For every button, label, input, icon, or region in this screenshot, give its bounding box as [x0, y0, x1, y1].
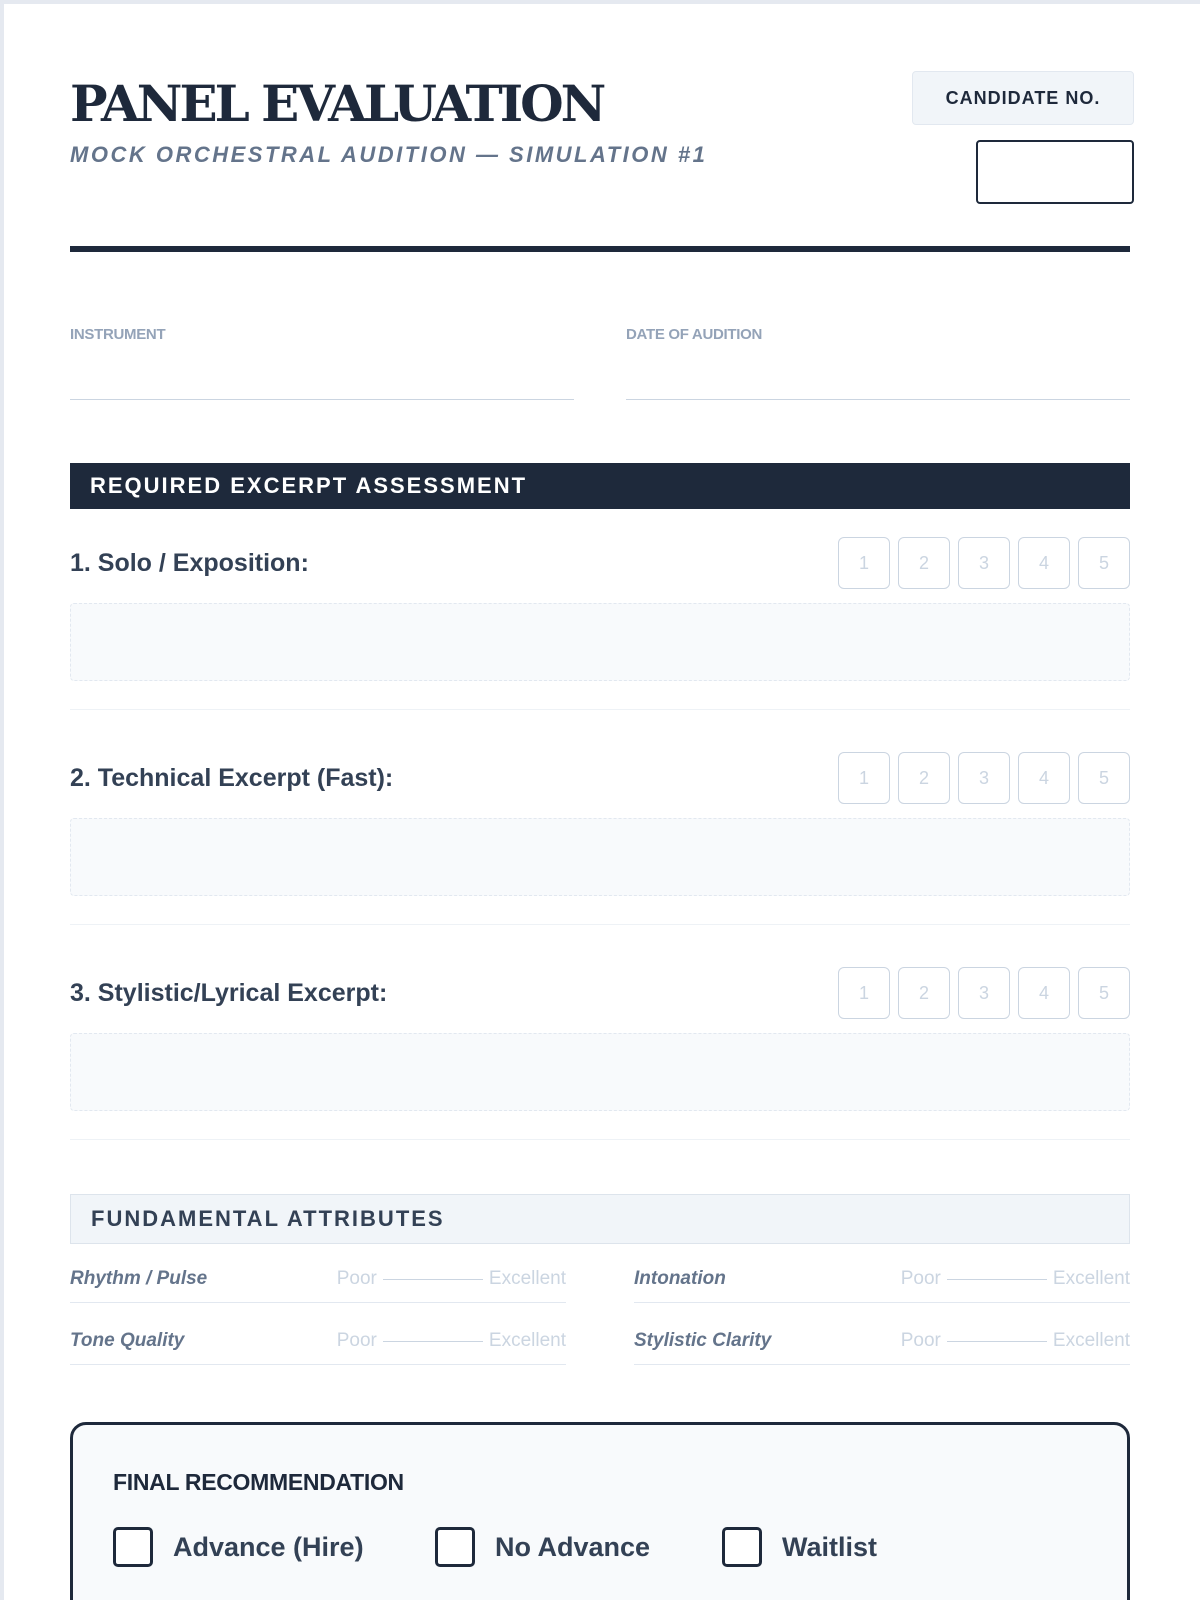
advance-checkbox[interactable]	[113, 1527, 153, 1567]
attribute-row[interactable]	[634, 1260, 1130, 1303]
attribute-scale[interactable]	[337, 1330, 566, 1352]
divider	[70, 709, 1130, 710]
score-box[interactable]: 2	[898, 967, 950, 1019]
candidate-number-label: CANDIDATE NO.	[912, 71, 1134, 125]
scale-low-label: Poor	[900, 1268, 941, 1289]
excerpt-notes-input[interactable]	[70, 1033, 1130, 1111]
instrument-input-line[interactable]	[70, 399, 574, 400]
date-input-line[interactable]	[626, 399, 1130, 400]
date-label: DATE OF AUDITION	[626, 326, 763, 343]
no-advance-option[interactable]	[435, 1527, 650, 1567]
scale-high-label: Excellent	[488, 1330, 566, 1351]
page-title: PANEL EVALUATION	[70, 74, 604, 133]
excerpt-label: 2. Technical Excerpt (Fast):	[70, 764, 394, 792]
attribute-name: Intonation	[634, 1268, 726, 1289]
attribute-name: Tone Quality	[70, 1330, 185, 1351]
scale-low-label: Poor	[900, 1330, 941, 1351]
page-subtitle: MOCK ORCHESTRAL AUDITION — SIMULATION #1	[70, 142, 708, 167]
scale-high-label: Excellent	[1052, 1268, 1130, 1289]
scale-low-label: Poor	[336, 1268, 377, 1289]
score-box[interactable]: 1	[838, 752, 890, 804]
attribute-row[interactable]	[70, 1322, 566, 1365]
no-advance-label: No Advance	[495, 1531, 651, 1562]
score-box[interactable]: 4	[1018, 537, 1070, 589]
waitlist-checkbox[interactable]	[722, 1527, 762, 1567]
attribute-name: Stylistic Clarity	[634, 1330, 772, 1351]
scale-high-label: Excellent	[488, 1268, 566, 1289]
scale-line[interactable]	[383, 1279, 483, 1280]
candidate-number-input[interactable]	[976, 140, 1134, 204]
final-recommendation-title: FINAL RECOMMENDATION	[113, 1469, 404, 1495]
no-advance-checkbox[interactable]	[435, 1527, 475, 1567]
header-divider	[70, 246, 1130, 252]
attribute-scale[interactable]	[337, 1268, 566, 1290]
score-box[interactable]: 4	[1018, 752, 1070, 804]
scale-line[interactable]	[383, 1341, 483, 1342]
instrument-label: INSTRUMENT	[70, 326, 166, 343]
attribute-name: Rhythm / Pulse	[70, 1268, 208, 1289]
final-recommendation-panel	[70, 1422, 1130, 1600]
scale-line[interactable]	[947, 1279, 1047, 1280]
score-box[interactable]: 1	[838, 537, 890, 589]
excerpt-section-header: REQUIRED EXCERPT ASSESSMENT	[70, 463, 1130, 509]
evaluation-sheet	[4, 4, 1200, 1600]
attribute-scale[interactable]	[901, 1330, 1130, 1352]
excerpt-notes-input[interactable]	[70, 603, 1130, 681]
attribute-row[interactable]	[634, 1322, 1130, 1365]
score-selector	[830, 752, 1130, 804]
waitlist-label: Waitlist	[782, 1531, 878, 1562]
excerpt-notes-input[interactable]	[70, 818, 1130, 896]
divider	[70, 924, 1130, 925]
advance-label: Advance (Hire)	[173, 1531, 364, 1562]
waitlist-option[interactable]	[722, 1527, 877, 1567]
attribute-row[interactable]	[70, 1260, 566, 1303]
divider	[70, 1139, 1130, 1140]
score-selector	[830, 967, 1130, 1019]
excerpt-label: 1. Solo / Exposition:	[70, 549, 309, 577]
score-selector	[830, 537, 1130, 589]
scale-line[interactable]	[947, 1341, 1047, 1342]
excerpt-label: 3. Stylistic/Lyrical Excerpt:	[70, 979, 388, 1007]
score-box[interactable]: 4	[1018, 967, 1070, 1019]
score-box[interactable]: 2	[898, 752, 950, 804]
date-field[interactable]	[626, 326, 1130, 400]
score-box[interactable]: 3	[958, 752, 1010, 804]
score-box[interactable]: 3	[958, 967, 1010, 1019]
scale-low-label: Poor	[336, 1330, 377, 1351]
score-box[interactable]: 3	[958, 537, 1010, 589]
scale-high-label: Excellent	[1052, 1330, 1130, 1351]
instrument-field[interactable]	[70, 326, 574, 400]
score-box[interactable]: 5	[1078, 967, 1130, 1019]
score-box[interactable]: 5	[1078, 752, 1130, 804]
attributes-section-header: FUNDAMENTAL ATTRIBUTES	[70, 1194, 1130, 1244]
attribute-scale[interactable]	[901, 1268, 1130, 1290]
score-box[interactable]: 2	[898, 537, 950, 589]
score-box[interactable]: 1	[838, 967, 890, 1019]
advance-option[interactable]	[113, 1527, 364, 1567]
score-box[interactable]: 5	[1078, 537, 1130, 589]
